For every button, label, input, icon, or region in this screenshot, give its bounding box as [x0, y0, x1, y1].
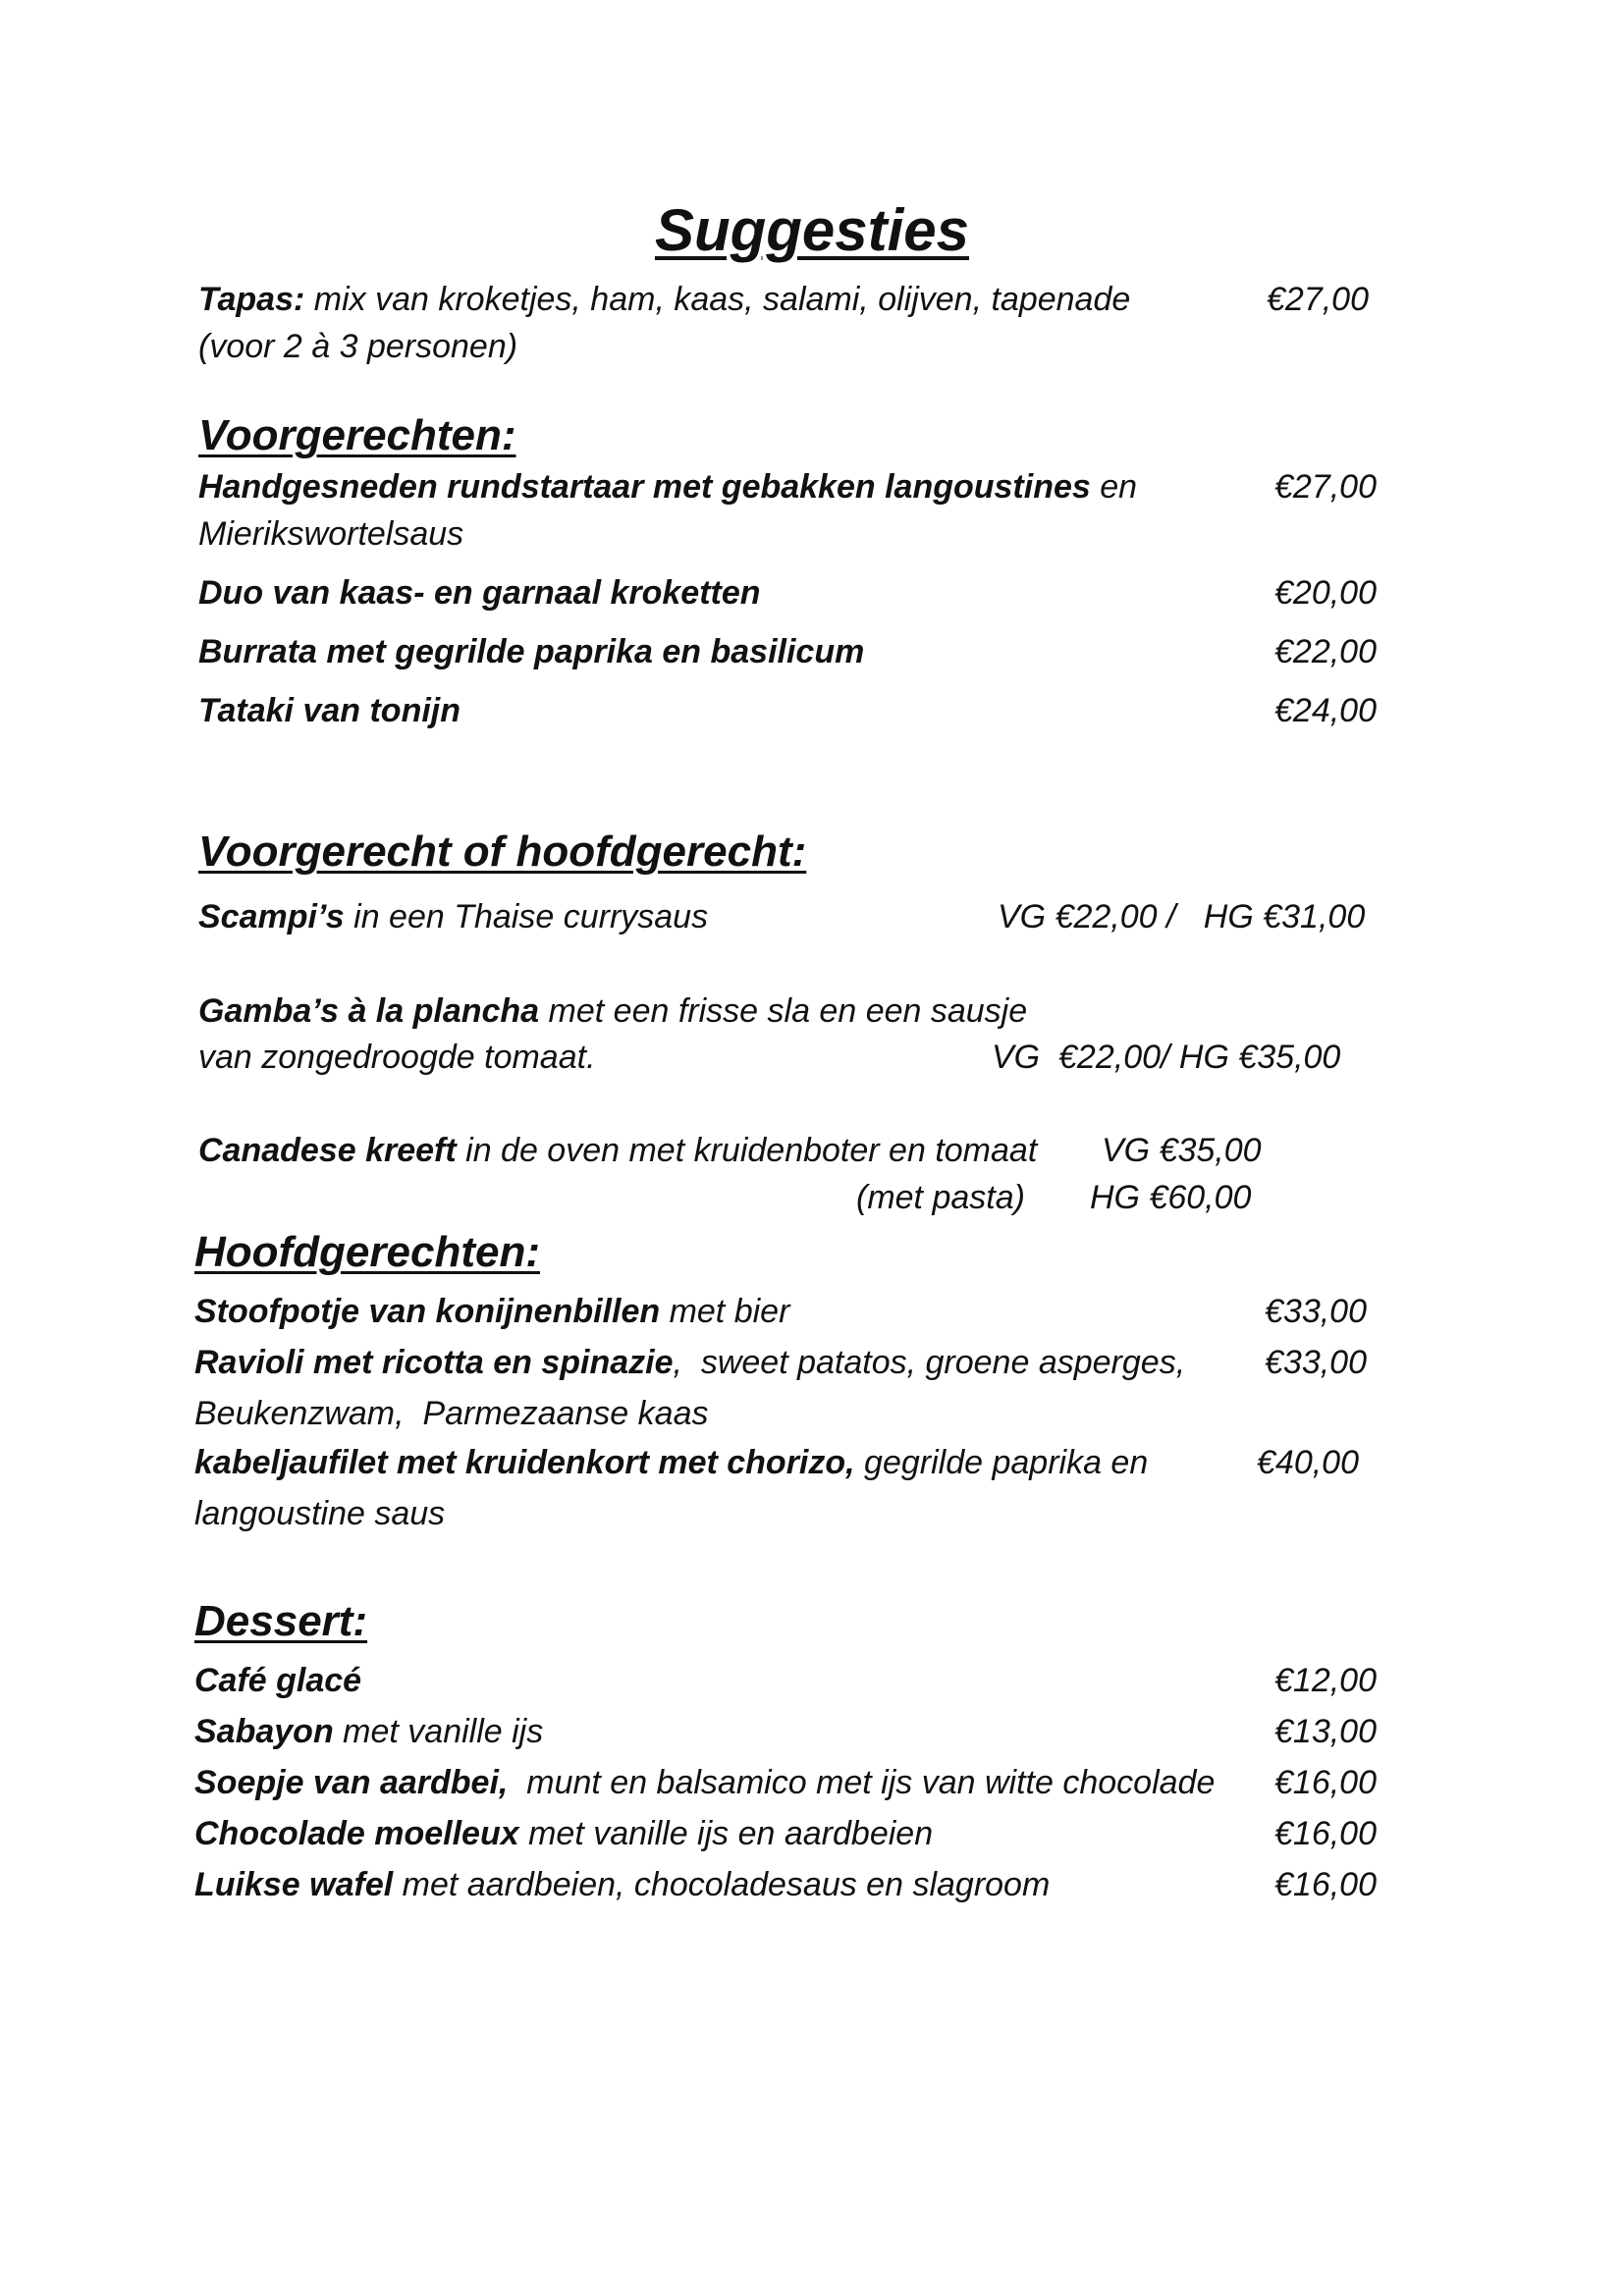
item-desc: met vanille ijs: [333, 1713, 544, 1750]
item-price: €40,00: [1257, 1444, 1359, 1481]
item-desc-2: Mierikswortelsaus: [198, 515, 464, 553]
item-price: €20,00: [1274, 574, 1377, 612]
heading-voorgerechten: Voorgerechten:: [198, 411, 516, 459]
item-desc: in een Thaise currysaus: [344, 898, 709, 935]
tapas-price: €27,00: [1267, 281, 1369, 318]
item-desc: , sweet patatos, groene asperges,: [673, 1344, 1186, 1381]
item-price: €24,00: [1274, 692, 1377, 729]
item-price: €16,00: [1274, 1764, 1377, 1801]
item-desc-2: Beukenzwam, Parmezaanse kaas: [194, 1395, 709, 1432]
item-price: €22,00: [1274, 633, 1377, 670]
tapas-line: [198, 280, 1130, 319]
item-desc: met vanille ijs en aardbeien: [518, 1815, 934, 1852]
item-desc: gegrilde paprika en: [854, 1444, 1149, 1481]
item-name: kabeljaufilet met kruidenkort met chorizo,: [194, 1444, 855, 1481]
item-desc: en: [1090, 468, 1138, 506]
menu-item: [194, 1763, 1215, 1802]
item-desc-2: langoustine saus: [194, 1495, 446, 1532]
item-price: VG €22,00/ HG €35,00: [992, 1039, 1341, 1076]
item-price: €16,00: [1274, 1866, 1377, 1903]
page-title: Suggesties: [654, 197, 970, 263]
menu-item: [194, 1712, 543, 1751]
item-desc: met aardbeien, chocoladesaus en slagroom: [393, 1866, 1051, 1903]
item-price: €12,00: [1274, 1662, 1377, 1699]
item-name: Scampi’s: [198, 898, 345, 935]
menu-item: [194, 1443, 1148, 1482]
menu-item: [198, 1131, 1037, 1170]
item-name: Burrata met gegrilde paprika en basilicum: [198, 633, 865, 670]
item-price: VG €22,00 / HG €31,00: [998, 898, 1366, 935]
heading-voorgerecht-of-hoofdgerecht: Voorgerecht of hoofdgerecht:: [198, 828, 807, 876]
item-name: Sabayon: [194, 1713, 334, 1750]
item-name: Ravioli met ricotta en spinazie: [194, 1344, 674, 1381]
menu-item: [194, 1865, 1050, 1904]
item-desc: met bier: [660, 1293, 790, 1330]
menu-item: [198, 467, 1137, 507]
item-name: Canadese kreeft: [198, 1132, 457, 1169]
item-price: €16,00: [1274, 1815, 1377, 1852]
item-name: Luikse wafel: [194, 1866, 394, 1903]
item-price: €27,00: [1274, 468, 1377, 506]
menu-item: [198, 897, 708, 936]
item-note: (met pasta): [856, 1179, 1025, 1216]
item-desc-2: van zongedroogde tomaat.: [198, 1039, 596, 1076]
menu-item: [198, 991, 1027, 1031]
item-price: €33,00: [1265, 1344, 1367, 1381]
tapas-name: Tapas:: [198, 281, 305, 318]
tapas-desc: mix van kroketjes, ham, kaas, salami, olijven, tapenade: [304, 281, 1131, 318]
menu-item: [194, 1814, 933, 1853]
menu-item: [194, 1343, 1185, 1382]
item-price-2: HG €60,00: [1090, 1179, 1252, 1216]
item-price: VG €35,00: [1102, 1132, 1262, 1169]
heading-dessert: Dessert:: [194, 1597, 368, 1645]
heading-hoofdgerechten: Hoofdgerechten:: [194, 1228, 540, 1276]
item-name: Chocolade moelleux: [194, 1815, 519, 1852]
item-name: Soepje van aardbei,: [194, 1764, 509, 1801]
item-desc: met een frisse sla en een sausje: [539, 992, 1028, 1030]
menu-item: [194, 1292, 789, 1331]
item-desc: in de oven met kruidenboter en tomaat: [456, 1132, 1038, 1169]
item-price: €33,00: [1265, 1293, 1367, 1330]
item-price: €13,00: [1274, 1713, 1377, 1750]
item-name: Tataki van tonijn: [198, 692, 461, 729]
item-name: Duo van kaas- en garnaal kroketten: [198, 574, 761, 612]
item-name: Handgesneden rundstartaar met gebakken langoustines: [198, 468, 1091, 506]
menu-item: [194, 1661, 361, 1700]
item-name: Gamba’s à la plancha: [198, 992, 540, 1030]
item-name: Stoofpotje van konijnenbillen: [194, 1293, 661, 1330]
tapas-desc-2: (voor 2 à 3 personen): [198, 328, 518, 365]
item-name: Café glacé: [194, 1662, 362, 1699]
item-desc: munt en balsamico met ijs van witte chocolade: [508, 1764, 1216, 1801]
